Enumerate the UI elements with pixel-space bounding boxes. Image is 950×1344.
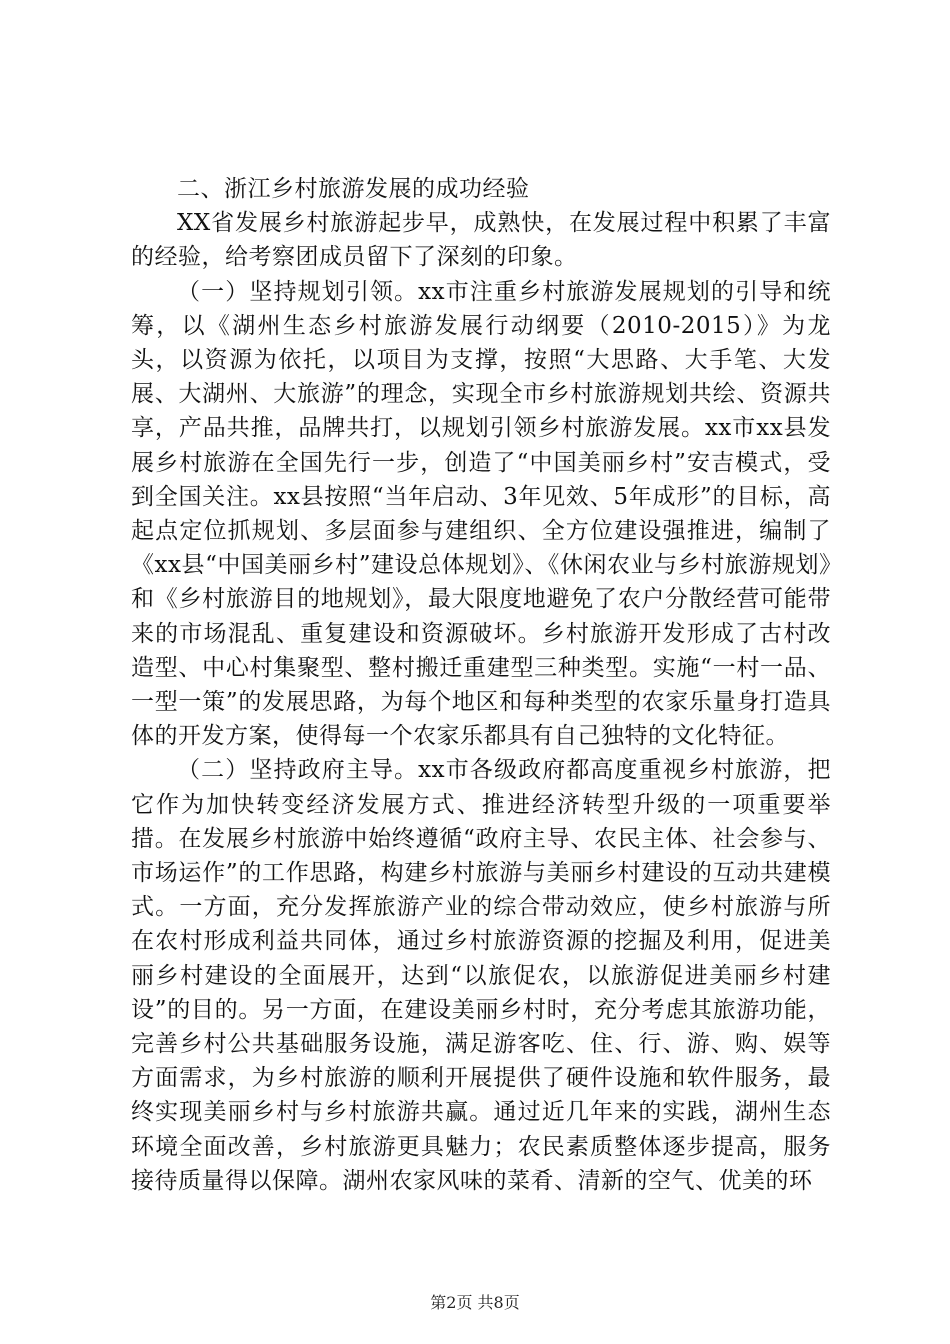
paragraph-intro: XX省发展乡村旅游起步早，成熟快，在发展过程中积累了丰富的经验，给考察团成员留下了深刻的印象。 <box>131 210 831 271</box>
page-footer: 第2页 共8页 <box>430 1293 520 1312</box>
paragraph-planning: （一）坚持规划引领。xx市注重乡村旅游发展规划的引导和统筹，以《湖州生态乡村旅游发展行动纲要（2010-2015）》为龙头，以资源为依托，以项目为支撑，按照“大思路、大手笔、大发展、大湖州、大旅游”的理念，实现全市乡村旅游规划共绘、资源共享，产品共推，品牌共打，以规划引领乡村旅游发展。xx市xx县发展乡村旅游在全国先行一步，创造了“中国美丽乡村”安吉模式，受到全国关注。xx县按照“当年启动、3年见效、5年成形”的目标，高起点定位抓规划、多层面参与建组织、全方位建设强推进，编制了《xx县“中国美丽乡村”建设总体规划》、《休闲农业与乡村旅游规划》和《乡村旅游目的地规划》，最大限度地避免了农户分散经营可能带来的市场混乱、重复建设和资源破坏。乡村旅游开发形成了古村改造型、中心村集聚型、整村搬迁重建型三种类型。实施“一村一品、一型一策”的发展思路，为每个地区和每种类型的农家乐量身打造具体的开发方案，使得每一个农家乐都具有自己独特的文化特征。 <box>131 278 831 750</box>
document-body <box>131 172 831 1198</box>
paragraph-government: （二）坚持政府主导。xx市各级政府都高度重视乡村旅游，把它作为加快转变经济发展方式、推进经济转型升级的一项重要举措。在发展乡村旅游中始终遵循“政府主导、农民主体、社会参与、市场运作”的工作思路，构建乡村旅游与美丽乡村建设的互动共建模式。一方面，充分发挥旅游产业的综合带动效应，使乡村旅游与所在农村形成利益共同体，通过乡村旅游资源的挖掘及利用，促进美丽乡村建设的全面展开，达到“以旅促农，以旅游促进美丽乡村建设”的目的。另一方面，在建设美丽乡村时，充分考虑其旅游功能，完善乡村公共基础服务设施，满足游客吃、住、行、游、购、娱等方面需求，为乡村旅游的顺利开展提供了硬件设施和软件服务，最终实现美丽乡村与乡村旅游共赢。通过近几年来的实践，湖州生态环境全面改善，乡村旅游更具魅力；农民素质整体逐步提高，服务接待质量得以保障。湖州农家风味的菜肴、清新的空气、优美的环 <box>131 757 831 1194</box>
section-heading: 二、浙江乡村旅游发展的成功经验 <box>177 176 530 202</box>
